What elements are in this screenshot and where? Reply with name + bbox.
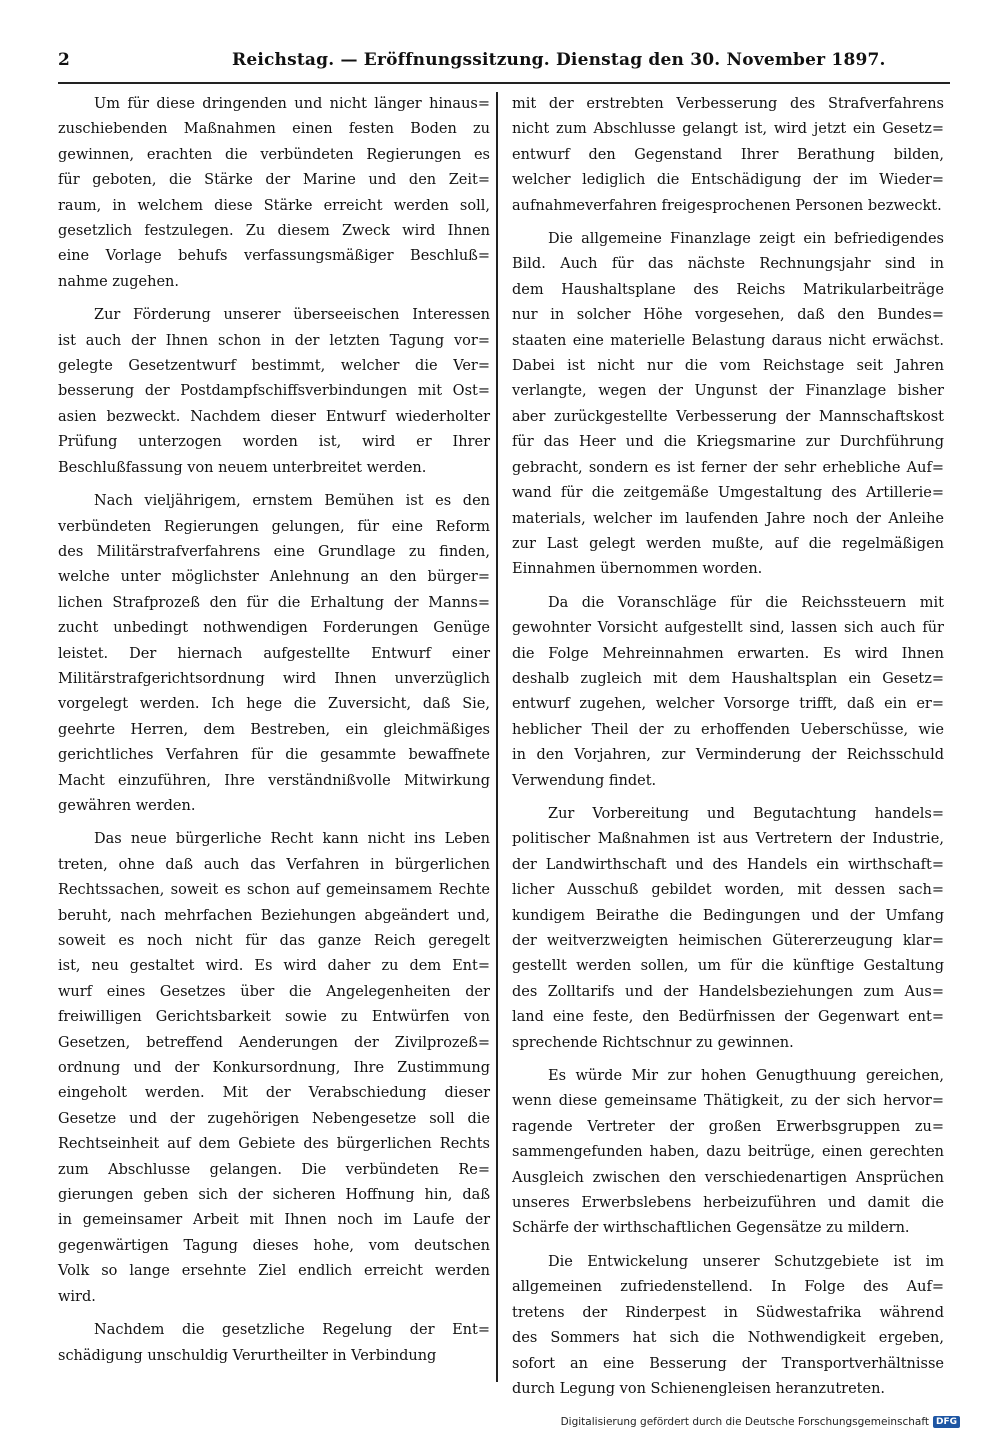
text-line: Bild. Auch für das nächste Rechnungsjahr sind in bbox=[512, 256, 944, 273]
text-line: aber zurückgestellte Verbesserung der Mannschaftskost bbox=[512, 408, 944, 425]
text-line: ragende Vertreter der großen Erwerbsgruppen zu= bbox=[512, 1118, 944, 1135]
text-line: sprechende Richtschnur zu gewinnen. bbox=[512, 1034, 794, 1051]
text-line: welche unter möglichster Anlehnung an den bürger= bbox=[58, 569, 490, 586]
footer-credit: Digitalisierung gefördert durch die Deutsche Forschungsgemeinschaft bbox=[560, 1416, 929, 1428]
text-line: Zur Vorbereitung und Begutachtung handels= bbox=[548, 805, 944, 822]
text-line: soweit es noch nicht für das ganze Reich geregelt bbox=[58, 933, 490, 949]
text-line: nahme zugehen. bbox=[58, 273, 179, 290]
text-line: gegenwärtigen Tagung dieses hohe, vom deutschen bbox=[58, 1237, 490, 1254]
paragraph bbox=[58, 827, 490, 1310]
text-line: freiwilligen Gerichtsbarkeit sowie zu Entwürfen von bbox=[58, 1009, 490, 1026]
paragraph bbox=[58, 489, 490, 819]
left-column bbox=[58, 92, 490, 1369]
text-line: Nachdem die gesetzliche Regelung der Ent= bbox=[94, 1322, 490, 1339]
text-line: Die allgemeine Finanzlage zeigt ein befriedigendes bbox=[548, 231, 944, 248]
text-line: Volk so lange ersehnte Ziel endlich erreicht werden bbox=[58, 1263, 490, 1280]
paragraph bbox=[512, 591, 944, 794]
paragraph bbox=[512, 802, 944, 1056]
text-line: gewinnen, erachten die verbündeten Regierungen es bbox=[58, 146, 490, 163]
text-line: geehrte Herren, dem Bestreben, ein gleichmäßiges bbox=[58, 721, 490, 738]
text-line: gewähren werden. bbox=[58, 797, 196, 814]
text-line: in den Vorjahren, zur Verminderung der Reichsschuld bbox=[512, 747, 944, 764]
footer bbox=[561, 1416, 960, 1428]
text-line: wird. bbox=[58, 1288, 96, 1305]
text-line: materials, welcher im laufenden Jahre noch der Anleihe bbox=[512, 510, 944, 527]
text-line: zuschiebenden Maßnahmen einen festen Boden zu bbox=[58, 121, 490, 138]
text-line: gesetzlich festzulegen. Zu diesem Zweck wird Ihnen bbox=[58, 223, 490, 240]
text-line: des Militärstrafverfahrens eine Grundlage zu finden, bbox=[58, 543, 490, 560]
text-line: Dabei ist nicht nur die vom Reichstage seit Jahren bbox=[512, 358, 944, 375]
text-line: staaten eine materielle Belastung daraus nicht erwächst. bbox=[512, 332, 944, 349]
column-divider bbox=[496, 92, 498, 1382]
text-line: nur in solcher Höhe vorgesehen, daß den Bundes= bbox=[512, 307, 944, 324]
text-line: welcher lediglich die Entschädigung der im Wieder= bbox=[512, 172, 944, 189]
text-line: Um für diese dringenden und nicht länger hinaus= bbox=[94, 96, 490, 112]
text-line: allgemeinen zufriedenstellend. In Folge des Auf= bbox=[512, 1279, 944, 1296]
text-line: zum Abschlusse gelangen. Die verbündeten Re= bbox=[58, 1161, 490, 1178]
text-line: Einnahmen übernommen worden. bbox=[512, 561, 763, 578]
text-line: Es würde Mir zur hohen Genugthuung gereichen, bbox=[548, 1068, 944, 1085]
text-line: Das neue bürgerliche Recht kann nicht ins Leben bbox=[94, 831, 490, 848]
header-rule bbox=[58, 82, 950, 84]
text-line: für das Heer und die Kriegsmarine zur Durchführung bbox=[512, 434, 944, 451]
text-line: asien bezweckt. Nachdem dieser Entwurf wiederholter bbox=[58, 408, 490, 425]
text-line: Macht einzuführen, Ihre verständnißvolle Mitwirkung bbox=[58, 772, 490, 789]
text-line: vorgelegt werden. Ich hege die Zuversicht, daß Sie, bbox=[58, 696, 490, 713]
text-line: licher Ausschuß gebildet worden, mit dessen sach= bbox=[512, 882, 944, 899]
text-line: gewohnter Vorsicht aufgestellt sind, lassen sich auch für bbox=[512, 620, 944, 637]
text-line: land eine feste, den Bedürfnissen der Gegenwart ent= bbox=[512, 1009, 944, 1026]
paragraph bbox=[58, 303, 490, 481]
text-line: entwurf zugehen, welcher Vorsorge trifft, daß ein er= bbox=[512, 696, 944, 713]
text-line: besserung der Postdampfschiffsverbindungen mit Ost= bbox=[58, 383, 490, 400]
text-line: kundigem Beirathe die Bedingungen und der Umfang bbox=[512, 907, 944, 924]
text-line: des Sommers hat sich die Nothwendigkeit ergeben, bbox=[512, 1330, 944, 1347]
text-line: Zur Förderung unserer überseeischen Interessen bbox=[94, 307, 490, 324]
text-line: eingeholt werden. Mit der Verabschiedung dieser bbox=[58, 1085, 490, 1102]
dfg-logo: DFG bbox=[933, 1416, 960, 1428]
text-line: sammengefunden haben, dazu beitrüge, einen gerechten bbox=[512, 1144, 944, 1161]
text-line: Die Entwickelung unserer Schutzgebiete ist im bbox=[548, 1253, 944, 1270]
text-line: verlangte, wegen der Ungunst der Finanzlage bisher bbox=[512, 383, 944, 400]
text-line: die Folge Mehreinnahmen erwarten. Es wird Ihnen bbox=[512, 645, 944, 662]
text-line: mit der erstrebten Verbesserung des Strafverfahrens bbox=[512, 96, 944, 112]
text-line: gestellt werden sollen, um für die künftige Gestaltung bbox=[512, 958, 944, 975]
text-line: der Landwirthschaft und des Handels ein wirthschaft= bbox=[512, 856, 944, 873]
text-line: Rechtssachen, soweit es schon auf gemeinsamem Rechte bbox=[58, 882, 490, 899]
text-line: raum, in welchem diese Stärke erreicht werden soll, bbox=[58, 197, 490, 214]
text-line: Ausgleich zwischen den verschiedenartigen Ansprüchen bbox=[512, 1169, 944, 1186]
text-line: gierungen geben sich der sicheren Hoffnung hin, daß bbox=[58, 1187, 490, 1204]
text-line: heblicher Theil der zu erhoffenden Ueberschüsse, wie bbox=[512, 721, 944, 738]
text-line: zur Last gelegt werden mußte, auf die regelmäßigen bbox=[512, 535, 944, 552]
text-line: Beschlußfassung von neuem unterbreitet werden. bbox=[58, 459, 427, 476]
text-line: des Zolltarifs und der Handelsbeziehungen zum Aus= bbox=[512, 983, 944, 1000]
paragraph bbox=[58, 1318, 490, 1369]
text-line: Nach vieljährigem, ernstem Bemühen ist es den bbox=[94, 493, 490, 510]
text-line: ist, neu gestaltet wird. Es wird daher zu dem Ent= bbox=[58, 958, 490, 975]
text-line: dem Haushaltsplane des Reichs Matrikularbeiträge bbox=[512, 281, 944, 298]
paragraph bbox=[512, 227, 944, 583]
text-line: ordnung und der Konkursordnung, Ihre Zustimmung bbox=[58, 1060, 490, 1077]
text-line: wand für die zeitgemäße Umgestaltung des Artillerie= bbox=[512, 485, 944, 502]
page-number: 2 bbox=[58, 50, 70, 70]
text-line: entwurf den Gegenstand Ihrer Berathung bilden, bbox=[512, 146, 944, 163]
text-line: wenn diese gemeinsame Thätigkeit, zu der sich hervor= bbox=[512, 1093, 944, 1110]
text-line: wurf eines Gesetzes über die Angelegenheiten der bbox=[58, 983, 490, 1000]
text-line: gebracht, sondern es ist ferner der sehr erhebliche Auf= bbox=[512, 459, 944, 476]
text-line: beruht, nach mehrfachen Beziehungen abgeändert und, bbox=[58, 907, 490, 924]
text-line: lichen Strafprozeß den für die Erhaltung der Manns= bbox=[58, 594, 490, 611]
paragraph bbox=[512, 92, 944, 219]
text-line: zucht unbedingt nothwendigen Forderungen Genüge bbox=[58, 620, 490, 637]
text-line: leistet. Der hiernach aufgestellte Entwurf einer bbox=[58, 645, 490, 662]
running-head: Reichstag. — Eröffnungssitzung. Dienstag den 30. November 1897. bbox=[232, 50, 886, 70]
text-line: deshalb zugleich mit dem Haushaltsplan ein Gesetz= bbox=[512, 670, 944, 687]
text-line: Verwendung findet. bbox=[512, 772, 657, 789]
text-line: gelegte Gesetzentwurf bestimmt, welcher die Ver= bbox=[58, 358, 490, 375]
text-line: ist auch der Ihnen schon in der letzten Tagung vor= bbox=[58, 332, 490, 349]
text-line: Rechtseinheit auf dem Gebiete des bürgerlichen Rechts bbox=[58, 1136, 490, 1153]
text-line: gerichtliches Verfahren für die gesammte bewaffnete bbox=[58, 747, 490, 764]
text-line: Schärfe der wirthschaftlichen Gegensätze zu mildern. bbox=[512, 1220, 910, 1237]
right-column bbox=[512, 92, 944, 1402]
text-line: Gesetzen, betreffend Aenderungen der Zivilprozeß= bbox=[58, 1034, 490, 1051]
text-line: unseres Erwerbslebens herbeizuführen und damit die bbox=[512, 1195, 944, 1212]
text-line: Gesetze und der zugehörigen Nebengesetze soll die bbox=[58, 1110, 490, 1127]
text-line: treten, ohne daß auch das Verfahren in bürgerlichen bbox=[58, 856, 490, 873]
text-line: Da die Voranschläge für die Reichssteuern mit bbox=[548, 594, 944, 611]
text-line: sofort an eine Besserung der Transportverhältnisse bbox=[512, 1355, 944, 1372]
text-line: der weitverzweigten heimischen Gütererzeugung klar= bbox=[512, 933, 944, 949]
paragraph bbox=[512, 1064, 944, 1242]
text-line: durch Legung von Schienengleisen heranzutreten. bbox=[512, 1380, 886, 1397]
text-line: Militärstrafgerichtsordnung wird Ihnen unverzüglich bbox=[58, 670, 490, 687]
paragraph bbox=[58, 92, 490, 295]
text-line: für geboten, die Stärke der Marine und den Zeit= bbox=[58, 172, 490, 189]
text-line: schädigung unschuldig Verurtheilter in Verbindung bbox=[58, 1347, 437, 1364]
text-line: nicht zum Abschlusse gelangt ist, wird jetzt ein Gesetz= bbox=[512, 121, 944, 138]
text-line: politischer Maßnahmen ist aus Vertretern der Industrie, bbox=[512, 831, 944, 848]
text-line: eine Vorlage behufs verfassungsmäßiger Beschluß= bbox=[58, 248, 490, 265]
text-line: aufnahmeverfahren freigesprochenen Personen bezweckt. bbox=[512, 197, 942, 214]
text-line: tretens der Rinderpest in Südwestafrika während bbox=[512, 1304, 944, 1321]
text-line: Prüfung unterzogen worden ist, wird er Ihrer bbox=[58, 434, 490, 451]
text-line: in gemeinsamer Arbeit mit Ihnen noch im Laufe der bbox=[58, 1212, 490, 1229]
paragraph bbox=[512, 1250, 944, 1402]
text-line: verbündeten Regierungen gelungen, für eine Reform bbox=[58, 518, 490, 535]
